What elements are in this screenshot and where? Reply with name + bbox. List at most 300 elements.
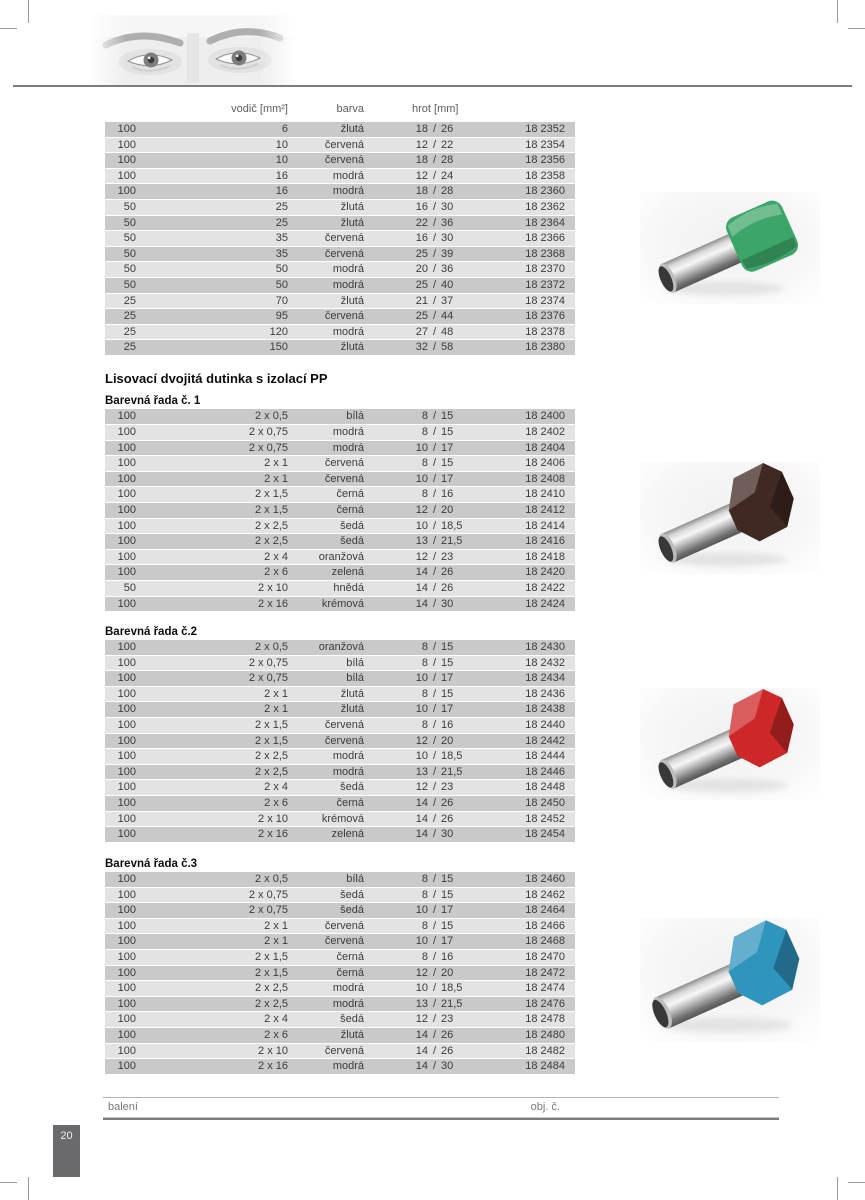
- cell-vodic: 2 x 10: [258, 1044, 288, 1057]
- cell-barva: žlutá: [340, 703, 364, 716]
- table-row: [105, 550, 575, 566]
- cell-obj-c: 18 2424: [525, 597, 565, 610]
- crop-mark: [837, 0, 838, 23]
- cell-baleni: 100: [117, 597, 136, 610]
- table-row: [105, 903, 575, 919]
- product-table: [105, 409, 575, 612]
- cell-hrot: 8 / 15: [421, 687, 454, 700]
- cell-barva: šedá: [340, 535, 364, 548]
- cell-baleni: 100: [117, 765, 136, 778]
- cell-obj-c: 18 2432: [525, 656, 565, 669]
- cell-baleni: 50: [123, 216, 136, 229]
- cell-hrot: 8 / 15: [421, 888, 454, 901]
- page-number: 20: [53, 1125, 80, 1177]
- cell-vodic: 2 x 2,5: [254, 997, 288, 1010]
- cell-vodic: 35: [275, 232, 288, 245]
- cell-baleni: 50: [123, 278, 136, 291]
- cell-barva: šedá: [340, 1013, 364, 1026]
- cell-vodic: 120: [269, 325, 288, 338]
- cell-obj-c: 18 2420: [525, 566, 565, 579]
- cell-obj-c: 18 2484: [525, 1060, 565, 1073]
- table-row: [105, 138, 575, 154]
- product-photo-twin-ferrule-brown: [640, 462, 820, 574]
- cell-barva: modrá: [332, 425, 364, 438]
- cell-barva: zelená: [331, 566, 364, 579]
- cell-hrot: 27 / 48: [415, 325, 454, 338]
- cell-obj-c: 18 2450: [525, 796, 565, 809]
- cell-hrot: 21 / 37: [415, 294, 454, 307]
- cell-obj-c: 18 2468: [525, 935, 565, 948]
- cell-obj-c: 18 2422: [525, 581, 565, 594]
- table-row: [105, 294, 575, 310]
- cell-hrot: 10 / 17: [415, 935, 454, 948]
- table-row: [105, 184, 575, 200]
- table-row: [105, 888, 575, 904]
- cell-vodic: 2 x 6: [264, 566, 288, 579]
- cell-hrot: 8 / 15: [421, 457, 454, 470]
- cell-vodic: 16: [275, 169, 288, 182]
- table-row: [105, 749, 575, 765]
- cell-barva: černá: [336, 488, 364, 501]
- cell-barva: modrá: [332, 1060, 364, 1073]
- cell-barva: žlutá: [340, 200, 364, 213]
- cell-vodic: 2 x 16: [258, 828, 288, 841]
- cell-barva: žlutá: [340, 341, 364, 354]
- cell-vodic: 2 x 16: [258, 1060, 288, 1073]
- cell-baleni: 100: [117, 123, 136, 135]
- crop-mark: [0, 1182, 17, 1183]
- cell-barva: žlutá: [340, 687, 364, 700]
- table-row: [105, 827, 575, 843]
- cell-barva: červená: [324, 718, 364, 731]
- cell-barva: šedá: [340, 781, 364, 794]
- eyes-photo: [88, 15, 298, 85]
- cell-baleni: 100: [117, 1013, 136, 1026]
- cell-barva: bílá: [346, 410, 364, 423]
- cell-barva: šedá: [340, 519, 364, 532]
- cell-vodic: 2 x 1,5: [254, 488, 288, 501]
- cell-hrot: 12 / 23: [415, 781, 454, 794]
- cell-vodic: 2 x 0,75: [248, 425, 288, 438]
- cell-obj-c: 18 2366: [525, 232, 565, 245]
- cell-baleni: 100: [117, 656, 136, 669]
- cell-obj-c: 18 2376: [525, 310, 565, 323]
- cell-barva: oranžová: [318, 550, 364, 563]
- cell-hrot: 25 / 40: [415, 278, 454, 291]
- cell-obj-c: 18 2470: [525, 950, 565, 963]
- table-row: [105, 950, 575, 966]
- cell-hrot: 10 / 18,5: [415, 982, 463, 995]
- cell-vodic: 2 x 0,75: [248, 441, 288, 454]
- cell-vodic: 2 x 0,5: [254, 641, 288, 653]
- cell-vodic: 10: [275, 138, 288, 151]
- cell-obj-c: 18 2412: [525, 503, 565, 516]
- cell-barva: červená: [324, 138, 364, 151]
- table-row: [105, 231, 575, 247]
- cell-vodic: 2 x 6: [264, 796, 288, 809]
- cell-vodic: 2 x 2,5: [254, 750, 288, 763]
- cell-baleni: 100: [117, 169, 136, 182]
- cell-vodic: 25: [275, 200, 288, 213]
- cell-obj-c: 18 2460: [525, 873, 565, 885]
- cell-barva: červená: [324, 310, 364, 323]
- cell-vodic: 2 x 1: [264, 457, 288, 470]
- cell-obj-c: 18 2472: [525, 966, 565, 979]
- cell-vodic: 2 x 1,5: [254, 950, 288, 963]
- cell-baleni: 50: [123, 247, 136, 260]
- cell-hrot: 25 / 39: [415, 247, 454, 260]
- cell-barva: hnědá: [333, 581, 364, 594]
- cell-hrot: 10 / 17: [415, 472, 454, 485]
- cell-baleni: 100: [117, 566, 136, 579]
- cell-vodic: 35: [275, 247, 288, 260]
- table-column-headers: [105, 103, 575, 119]
- table-row: [105, 702, 575, 718]
- cell-hrot: 12 / 23: [415, 1013, 454, 1026]
- cell-barva: zelená: [331, 828, 364, 841]
- cell-baleni: 100: [117, 904, 136, 917]
- table-row: [105, 309, 575, 325]
- cell-barva: černá: [336, 503, 364, 516]
- cell-baleni: 100: [117, 1028, 136, 1041]
- cell-obj-c: 18 2352: [525, 123, 565, 135]
- table-row: [105, 325, 575, 341]
- cell-baleni: 100: [117, 550, 136, 563]
- table-row: [105, 1059, 575, 1075]
- cell-baleni: 100: [117, 472, 136, 485]
- cell-obj-c: 18 2464: [525, 904, 565, 917]
- cell-vodic: 2 x 0,75: [248, 656, 288, 669]
- table-row: [105, 981, 575, 997]
- table-row: [105, 671, 575, 687]
- cell-baleni: 100: [117, 672, 136, 685]
- cell-baleni: 50: [123, 200, 136, 213]
- cell-obj-c: 18 2356: [525, 154, 565, 167]
- table-row: [105, 519, 575, 535]
- cell-vodic: 2 x 1: [264, 687, 288, 700]
- cell-baleni: 100: [117, 812, 136, 825]
- cell-barva: červená: [324, 457, 364, 470]
- cell-hrot: 8 / 15: [421, 656, 454, 669]
- cell-hrot: 22 / 36: [415, 216, 454, 229]
- crop-mark: [848, 28, 865, 29]
- cell-barva: krémová: [321, 597, 364, 610]
- cell-obj-c: 18 2374: [525, 294, 565, 307]
- cell-barva: červená: [324, 1044, 364, 1057]
- cell-obj-c: 18 2482: [525, 1044, 565, 1057]
- column-header-barva: barva: [336, 103, 364, 115]
- table-row: [105, 734, 575, 750]
- cell-vodic: 2 x 1: [264, 703, 288, 716]
- cell-baleni: 100: [117, 750, 136, 763]
- cell-hrot: 14 / 26: [415, 796, 454, 809]
- crop-mark: [848, 1182, 865, 1183]
- product-photo-twin-ferrule-blue: [640, 918, 820, 1042]
- table-row: [105, 409, 575, 425]
- cell-vodic: 70: [275, 294, 288, 307]
- cell-obj-c: 18 2436: [525, 687, 565, 700]
- table-row: [105, 503, 575, 519]
- table-row: [105, 812, 575, 828]
- cell-obj-c: 18 2452: [525, 812, 565, 825]
- cell-barva: modrá: [332, 750, 364, 763]
- cell-baleni: 50: [123, 581, 136, 594]
- cell-vodic: 2 x 1,5: [254, 966, 288, 979]
- cell-hrot: 14 / 26: [415, 1044, 454, 1057]
- table-row: [105, 656, 575, 672]
- cell-hrot: 8 / 15: [421, 410, 454, 423]
- cell-baleni: 100: [117, 796, 136, 809]
- cell-obj-c: 18 2438: [525, 703, 565, 716]
- table-title-rada-2: Barevná řada č.2: [105, 626, 198, 638]
- cell-baleni: 50: [123, 232, 136, 245]
- table-row: [105, 919, 575, 935]
- cell-vodic: 2 x 2,5: [254, 535, 288, 548]
- cell-vodic: 50: [275, 278, 288, 291]
- cell-barva: červená: [324, 734, 364, 747]
- cell-hrot: 14 / 26: [415, 1028, 454, 1041]
- cell-obj-c: 18 2462: [525, 888, 565, 901]
- cell-obj-c: 18 2440: [525, 718, 565, 731]
- crop-mark: [28, 0, 29, 23]
- cell-baleni: 50: [123, 263, 136, 276]
- cell-obj-c: 18 2418: [525, 550, 565, 563]
- cell-obj-c: 18 2372: [525, 278, 565, 291]
- cell-barva: červená: [324, 919, 364, 932]
- cell-hrot: 10 / 17: [415, 703, 454, 716]
- cell-hrot: 13 / 21,5: [415, 535, 463, 548]
- cell-obj-c: 18 2416: [525, 535, 565, 548]
- cell-obj-c: 18 2466: [525, 919, 565, 932]
- cell-vodic: 2 x 2,5: [254, 519, 288, 532]
- table-row: [105, 687, 575, 703]
- table-row: [105, 262, 575, 278]
- cell-hrot: 8 / 16: [421, 718, 454, 731]
- cell-obj-c: 18 2434: [525, 672, 565, 685]
- cell-vodic: 6: [281, 123, 288, 135]
- cell-baleni: 100: [117, 828, 136, 841]
- cell-barva: černá: [336, 950, 364, 963]
- cell-vodic: 2 x 4: [264, 1013, 288, 1026]
- table-row: [105, 153, 575, 169]
- cell-baleni: 25: [123, 325, 136, 338]
- cell-obj-c: 18 2358: [525, 169, 565, 182]
- cell-hrot: 10 / 17: [415, 904, 454, 917]
- table-row: [105, 796, 575, 812]
- cell-baleni: 100: [117, 997, 136, 1010]
- table-row: [105, 718, 575, 734]
- footer-rule-thin: [103, 1097, 779, 1098]
- cell-vodic: 2 x 0,75: [248, 904, 288, 917]
- cell-hrot: 16 / 30: [415, 200, 454, 213]
- table-row: [105, 122, 575, 138]
- table-row: [105, 425, 575, 441]
- cell-hrot: 16 / 30: [415, 232, 454, 245]
- cell-vodic: 2 x 1: [264, 935, 288, 948]
- cell-hrot: 12 / 20: [415, 734, 454, 747]
- cell-baleni: 100: [117, 641, 136, 653]
- cell-baleni: 100: [117, 425, 136, 438]
- cell-hrot: 12 / 20: [415, 966, 454, 979]
- cell-hrot: 25 / 44: [415, 310, 454, 323]
- section-title: Lisovací dvojitá dutinka s izolací PP: [105, 371, 328, 386]
- cell-obj-c: 18 2448: [525, 781, 565, 794]
- cell-barva: bílá: [346, 672, 364, 685]
- cell-barva: červená: [324, 472, 364, 485]
- footer-rule-thick: [103, 1117, 779, 1120]
- cell-baleni: 100: [117, 703, 136, 716]
- cell-barva: žlutá: [340, 1028, 364, 1041]
- cell-barva: modrá: [332, 997, 364, 1010]
- cell-hrot: 8 / 15: [421, 425, 454, 438]
- cell-hrot: 12 / 23: [415, 550, 454, 563]
- cell-obj-c: 18 2380: [525, 341, 565, 354]
- cell-obj-c: 18 2406: [525, 457, 565, 470]
- cell-obj-c: 18 2408: [525, 472, 565, 485]
- cell-baleni: 100: [117, 734, 136, 747]
- table-row: [105, 565, 575, 581]
- footer-label-obj-c: obj. č.: [530, 1101, 560, 1113]
- table-row: [105, 456, 575, 472]
- cell-hrot: 18 / 28: [415, 154, 454, 167]
- cell-barva: modrá: [332, 263, 364, 276]
- table-row: [105, 487, 575, 503]
- cell-barva: červená: [324, 232, 364, 245]
- cell-obj-c: 18 2370: [525, 263, 565, 276]
- cell-vodic: 2 x 0,75: [248, 672, 288, 685]
- cell-hrot: 18 / 28: [415, 185, 454, 198]
- table-row: [105, 216, 575, 232]
- cell-baleni: 100: [117, 982, 136, 995]
- cell-hrot: 10 / 17: [415, 672, 454, 685]
- cell-barva: červená: [324, 247, 364, 260]
- cell-baleni: 100: [117, 441, 136, 454]
- product-table: [105, 640, 575, 843]
- table-row: [105, 640, 575, 656]
- cell-obj-c: 18 2404: [525, 441, 565, 454]
- table-row: [105, 966, 575, 982]
- cell-hrot: 10 / 18,5: [415, 519, 463, 532]
- cell-barva: žlutá: [340, 216, 364, 229]
- cell-barva: šedá: [340, 904, 364, 917]
- cell-hrot: 10 / 17: [415, 441, 454, 454]
- cell-hrot: 12 / 22: [415, 138, 454, 151]
- cell-vodic: 50: [275, 263, 288, 276]
- cell-obj-c: 18 2364: [525, 216, 565, 229]
- cell-vodic: 25: [275, 216, 288, 229]
- cell-baleni: 100: [117, 1060, 136, 1073]
- cell-obj-c: 18 2446: [525, 765, 565, 778]
- table-row: [105, 247, 575, 263]
- cell-hrot: 32 / 58: [415, 341, 454, 354]
- cell-barva: bílá: [346, 656, 364, 669]
- crop-mark: [0, 28, 17, 29]
- cell-baleni: 100: [117, 138, 136, 151]
- cell-barva: modrá: [332, 765, 364, 778]
- cell-obj-c: 18 2454: [525, 828, 565, 841]
- cell-vodic: 2 x 1,5: [254, 718, 288, 731]
- cell-obj-c: 18 2430: [525, 641, 565, 653]
- crop-mark: [28, 1177, 29, 1200]
- cell-barva: žlutá: [340, 123, 364, 135]
- table-row: [105, 200, 575, 216]
- cell-hrot: 12 / 24: [415, 169, 454, 182]
- table-row: [105, 1044, 575, 1060]
- cell-baleni: 100: [117, 687, 136, 700]
- cell-baleni: 100: [117, 919, 136, 932]
- cell-vodic: 2 x 1,5: [254, 503, 288, 516]
- cell-vodic: 2 x 4: [264, 781, 288, 794]
- cell-vodic: 2 x 4: [264, 550, 288, 563]
- cell-barva: žlutá: [340, 294, 364, 307]
- cell-vodic: 16: [275, 185, 288, 198]
- table-row: [105, 1012, 575, 1028]
- cell-baleni: 100: [117, 718, 136, 731]
- cell-vodic: 2 x 0,5: [254, 410, 288, 423]
- cell-baleni: 100: [117, 535, 136, 548]
- cell-obj-c: 18 2402: [525, 425, 565, 438]
- cell-vodic: 2 x 10: [258, 812, 288, 825]
- cell-hrot: 20 / 36: [415, 263, 454, 276]
- cell-vodic: 2 x 0,5: [254, 873, 288, 885]
- table-row: [105, 169, 575, 185]
- cell-barva: modrá: [332, 982, 364, 995]
- cell-vodic: 2 x 6: [264, 1028, 288, 1041]
- cell-hrot: 10 / 18,5: [415, 750, 463, 763]
- cell-baleni: 25: [123, 310, 136, 323]
- cell-hrot: 14 / 30: [415, 597, 454, 610]
- cell-hrot: 12 / 20: [415, 503, 454, 516]
- column-header-hrot: hrot [mm]: [412, 103, 459, 115]
- cell-baleni: 100: [117, 519, 136, 532]
- cell-vodic: 95: [275, 310, 288, 323]
- table-title-rada-3: Barevná řada č.3: [105, 858, 198, 870]
- product-photo-single-ferrule: [640, 192, 820, 304]
- cell-baleni: 100: [117, 154, 136, 167]
- cell-barva: modrá: [332, 185, 364, 198]
- cell-baleni: 100: [117, 950, 136, 963]
- cell-baleni: 100: [117, 888, 136, 901]
- table-row: [105, 278, 575, 294]
- table-row: [105, 441, 575, 457]
- cell-hrot: 13 / 21,5: [415, 765, 463, 778]
- cell-obj-c: 18 2478: [525, 1013, 565, 1026]
- cell-hrot: 14 / 30: [415, 828, 454, 841]
- cell-obj-c: 18 2354: [525, 138, 565, 151]
- cell-obj-c: 18 2474: [525, 982, 565, 995]
- cell-baleni: 100: [117, 935, 136, 948]
- cell-baleni: 100: [117, 457, 136, 470]
- table-row: [105, 597, 575, 613]
- table-row: [105, 1028, 575, 1044]
- cell-barva: bílá: [346, 873, 364, 885]
- cell-vodic: 2 x 16: [258, 597, 288, 610]
- cell-barva: černá: [336, 966, 364, 979]
- cell-obj-c: 18 2368: [525, 247, 565, 260]
- cell-barva: červená: [324, 154, 364, 167]
- cell-hrot: 8 / 15: [421, 641, 454, 653]
- cell-vodic: 2 x 1,5: [254, 734, 288, 747]
- cell-hrot: 8 / 15: [421, 919, 454, 932]
- cell-obj-c: 18 2444: [525, 750, 565, 763]
- cell-barva: šedá: [340, 888, 364, 901]
- product-table: [105, 122, 575, 356]
- table-row: [105, 780, 575, 796]
- table-row: [105, 534, 575, 550]
- table-row: [105, 872, 575, 888]
- header-rule: [13, 85, 852, 87]
- product-photo-twin-ferrule-red: [640, 688, 820, 800]
